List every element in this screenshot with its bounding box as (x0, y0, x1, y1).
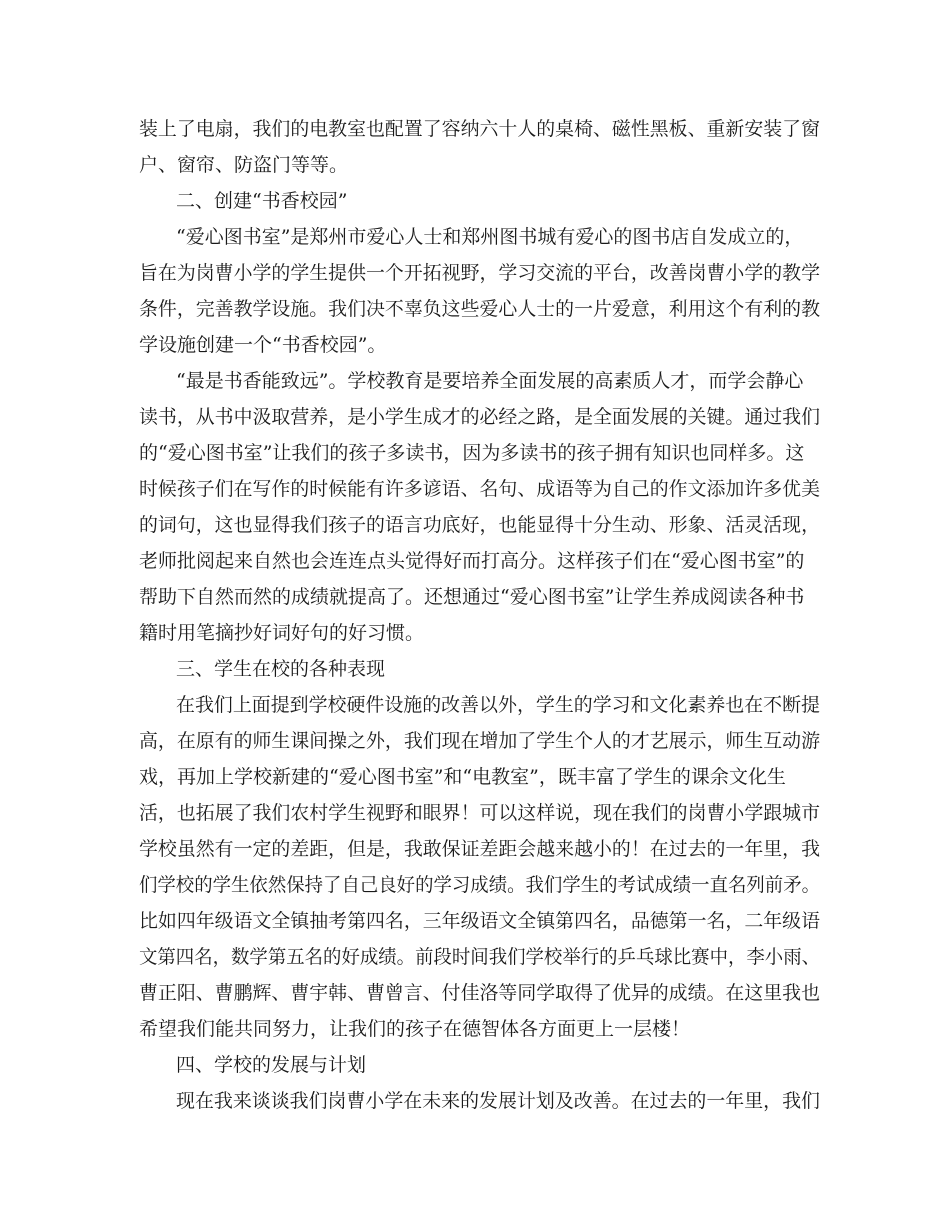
body-line (0, 615, 950, 651)
line-text: 戏，再加上学校新建的“爱心图书室”和“电教室”，既丰富了学生的课余文化生 (139, 766, 786, 788)
heading-text: 三、学生在校的各种表现 (176, 658, 386, 680)
line-text: 比如四年级语文全镇抽考第四名，三年级语文全镇第四名，品德第一名，二年级语 (139, 910, 821, 932)
body-line (0, 975, 950, 1011)
body-line (0, 435, 950, 471)
body-line (0, 255, 950, 291)
line-text: 希望我们能共同努力，让我们的孩子在德智体各方面更上一层楼！ (139, 1018, 691, 1040)
body-line (0, 111, 950, 147)
body-line (0, 687, 950, 723)
line-text: 们学校的学生依然保持了自己良好的学习成绩。我们学生的考试成绩一直名列前矛。 (139, 874, 821, 896)
line-text: 文第四名，数学第五名的好成绩。前段时间我们学校举行的乒乓球比赛中，李小雨、 (139, 946, 821, 968)
body-line (0, 867, 950, 903)
body-line (0, 1083, 950, 1119)
body-line (0, 543, 950, 579)
section-heading (0, 183, 950, 219)
body-line (0, 831, 950, 867)
line-text: 帮助下自然而然的成绩就提高了。还想通过“爱心图书室”让学生养成阅读各种书 (139, 586, 805, 608)
body-line (0, 219, 950, 255)
body-line (0, 795, 950, 831)
body-line (0, 723, 950, 759)
line-text: 曹正阳、曹鹏辉、曹宇韩、曹曾言、付佳洛等同学取得了优异的成绩。在这里我也 (139, 982, 821, 1004)
body-line (0, 1011, 950, 1047)
line-text: 的词句，这也显得我们孩子的语言功底好，也能显得十分生动、形象、活灵活现， (139, 514, 821, 536)
line-text: 高，在原有的师生课间操之外，我们现在增加了学生个人的才艺展示，师生互动游 (139, 730, 821, 752)
line-text: 老师批阅起来自然也会连连点头觉得好而打高分。这样孩子们在“爱心图书室”的 (139, 550, 805, 572)
line-text: 读书，从书中汲取营养，是小学生成才的必经之路，是全面发展的关键。通过我们 (139, 406, 821, 428)
section-heading (0, 651, 950, 687)
line-text: 旨在为岗曹小学的学生提供一个开拓视野，学习交流的平台，改善岗曹小学的教学 (139, 262, 821, 284)
line-text: 在我们上面提到学校硬件设施的改善以外，学生的学习和文化素养也在不断提 (176, 694, 821, 716)
body-line (0, 363, 950, 399)
body-line (0, 471, 950, 507)
line-text: 时候孩子们在写作的时候能有许多谚语、名句、成语等为自己的作文添加许多优美 (139, 478, 821, 500)
line-text: “最是书香能致远”。学校教育是要培养全面发展的高素质人才，而学会静心 (176, 370, 804, 392)
line-text: “爱心图书室”是郑州市爱心人士和郑州图书城有爱心的图书店自发成立的， (176, 226, 804, 248)
line-text: 活，也拓展了我们农村学生视野和眼界！可以这样说，现在我们的岗曹小学跟城市 (139, 802, 821, 824)
line-text: 户、窗帘、防盗门等等。 (139, 154, 349, 176)
body-line (0, 939, 950, 975)
line-text: 籍时用笔摘抄好词好句的好习惯。 (139, 622, 425, 644)
body-line (0, 579, 950, 615)
body-line (0, 147, 950, 183)
body-line (0, 759, 950, 795)
body-line (0, 903, 950, 939)
body-line (0, 291, 950, 327)
line-text: 的“爱心图书室”让我们的孩子多读书，因为多读书的孩子拥有知识也同样多。这 (139, 442, 805, 464)
line-text: 学校虽然有一定的差距，但是，我敢保证差距会越来越小的！在过去的一年里，我 (139, 838, 821, 860)
section-heading (0, 1047, 950, 1083)
body-line (0, 327, 950, 363)
body-line (0, 399, 950, 435)
line-text: 装上了电扇，我们的电教室也配置了容纳六十人的桌椅、磁性黑板、重新安装了窗 (139, 118, 821, 140)
line-text: 现在我来谈谈我们岗曹小学在未来的发展计划及改善。在过去的一年里，我们 (176, 1090, 821, 1112)
body-line (0, 507, 950, 543)
line-text: 条件，完善教学设施。我们决不辜负这些爱心人士的一片爱意，利用这个有利的教 (139, 298, 821, 320)
heading-text: 四、学校的发展与计划 (176, 1054, 367, 1076)
line-text: 学设施创建一个“书香校园”。 (139, 334, 387, 356)
heading-text: 二、创建“书香校园” (176, 190, 348, 212)
